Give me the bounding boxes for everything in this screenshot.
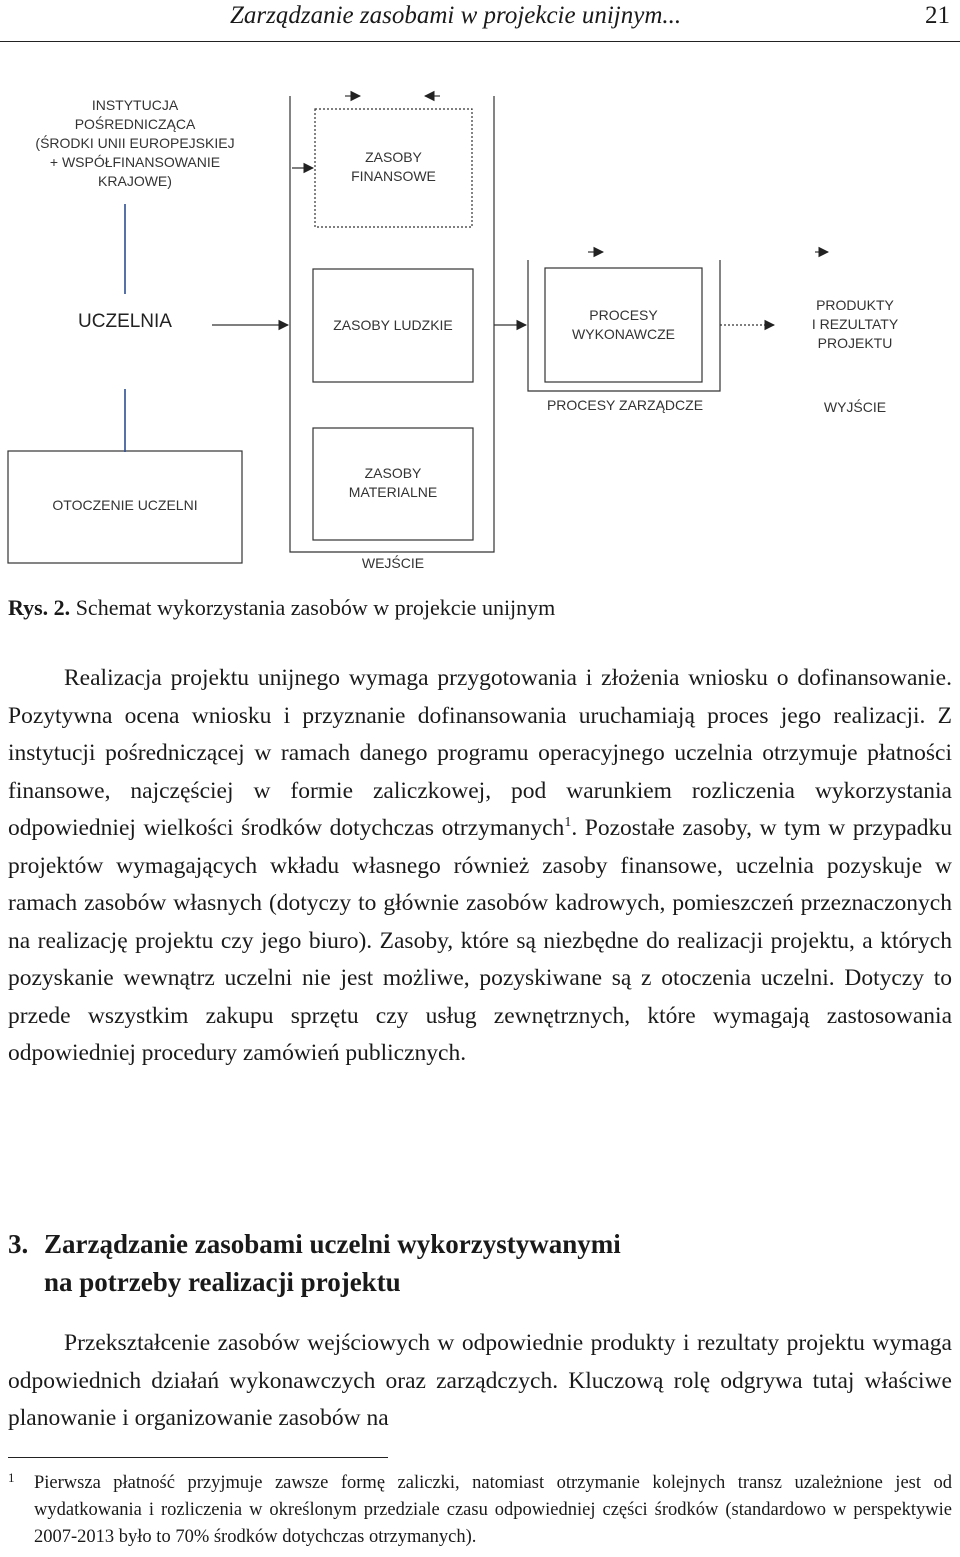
environment-label: OTOCZENIE UCZELNI — [52, 497, 198, 513]
products-label: PRODUKTY I REZULTATY PROJEKTU — [811, 297, 899, 351]
footnote-ref[interactable]: 1 — [564, 815, 572, 831]
header-title: Zarządzanie zasobami w projekcie unijnym... — [230, 2, 682, 29]
management-label: PROCESY ZARZĄDCZE — [546, 397, 704, 413]
caption-text: Schemat wykorzystania zasobów w projekcie unijnym — [75, 595, 556, 620]
header-rule — [0, 41, 960, 42]
section-heading — [8, 1225, 952, 1301]
paragraph-2-text: Przekształcenie zasobów wejściowych w odpowiednie produkty i rezultaty projektu wymaga odpowiednich działań wykonawczych oraz zarządczych. Kluczową rolę odgrywa tutaj właściwe planowanie i organizowanie zasobów na — [8, 1330, 952, 1431]
input-label: WEJŚCIE — [361, 555, 425, 571]
footnote-rule — [8, 1457, 388, 1458]
output-label: WYJŚCIE — [823, 399, 887, 415]
section-number: 3. — [8, 1229, 29, 1259]
page-number: 21 — [925, 2, 950, 29]
section-title-line1: Zarządzanie zasobami uczelni wykorzystywanymi — [44, 1229, 621, 1259]
executive-label: PROCESY WYKONAWCZE — [572, 307, 675, 342]
body-paragraph-1 — [8, 660, 952, 1073]
figure-caption — [8, 593, 555, 623]
body-paragraph-2 — [8, 1325, 952, 1438]
paragraph-1-text-a: Realizacja projektu unijnego wymaga przygotowania i złożenia wniosku o dofinansowanie. Pozytywna ocena wniosku i przyznanie dofinansowania uruchamiają proces jego realizacji. Z instytucji pośredniczącej w ramach danego programu operacyjnego uczelnia otrzymuje płatności finansowe, najczęściej w formie zaliczkowej, pod warunkiem rozliczenia wykorzystania odpowiedniej wielkości środków dotychczas otrzymanych — [8, 665, 952, 841]
human-label: ZASOBY LUDZKIE — [333, 317, 453, 333]
running-header — [0, 0, 960, 44]
material-label: ZASOBY MATERIALNE — [348, 465, 438, 500]
institution-label: INSTYTUCJA POŚREDNICZĄCA (ŚRODKI UNII EUROPEJSKIEJ + WSPÓŁFINANSOWANIE KRAJOWE) — [35, 97, 235, 189]
resource-diagram — [0, 44, 960, 584]
footnote-mark: 1 — [8, 1470, 15, 1485]
section-title-line2: na potrzeby realizacji projektu — [44, 1267, 401, 1297]
caption-label: Rys. 2. — [8, 595, 71, 620]
paragraph-1-text-b: . Pozostałe zasoby, w tym w przypadku projektów wymagających wkładu własnego również zasoby finansowe, uczelnia pozyskuje w ramach zasobów własnych (dotyczy to głównie zasobów kadrowych, pomieszczeń przeznaczonych na realizację projektu czy jego biuro). Zasoby, które są niezbędne do realizacji projektu, a których pozyskanie wewnątrz uczelni nie jest możliwe, pozyskiwane są z otoczenia uczelni. Dotyczy to przede wszystkim zakupu sprzętu czy usług zewnętrznych, które wymagają zastosowania odpowiedniej procedury zamówień publicznych. — [8, 815, 953, 1066]
university-label: UCZELNIA — [78, 311, 172, 332]
financial-label: ZASOBY FINANSOWE — [351, 149, 436, 184]
footnote — [8, 1470, 952, 1551]
footnote-text: Pierwsza płatność przyjmuje zawsze formę zaliczki, natomiast otrzymanie kolejnych transz uzależnione jest od wydatkowania i rozliczenia w określonym przedziale czasu odpowiedniej części środków (standardowo w perspektywie 2007-2013 było to 70% środków dotychczas otrzymanych). — [34, 1473, 952, 1547]
